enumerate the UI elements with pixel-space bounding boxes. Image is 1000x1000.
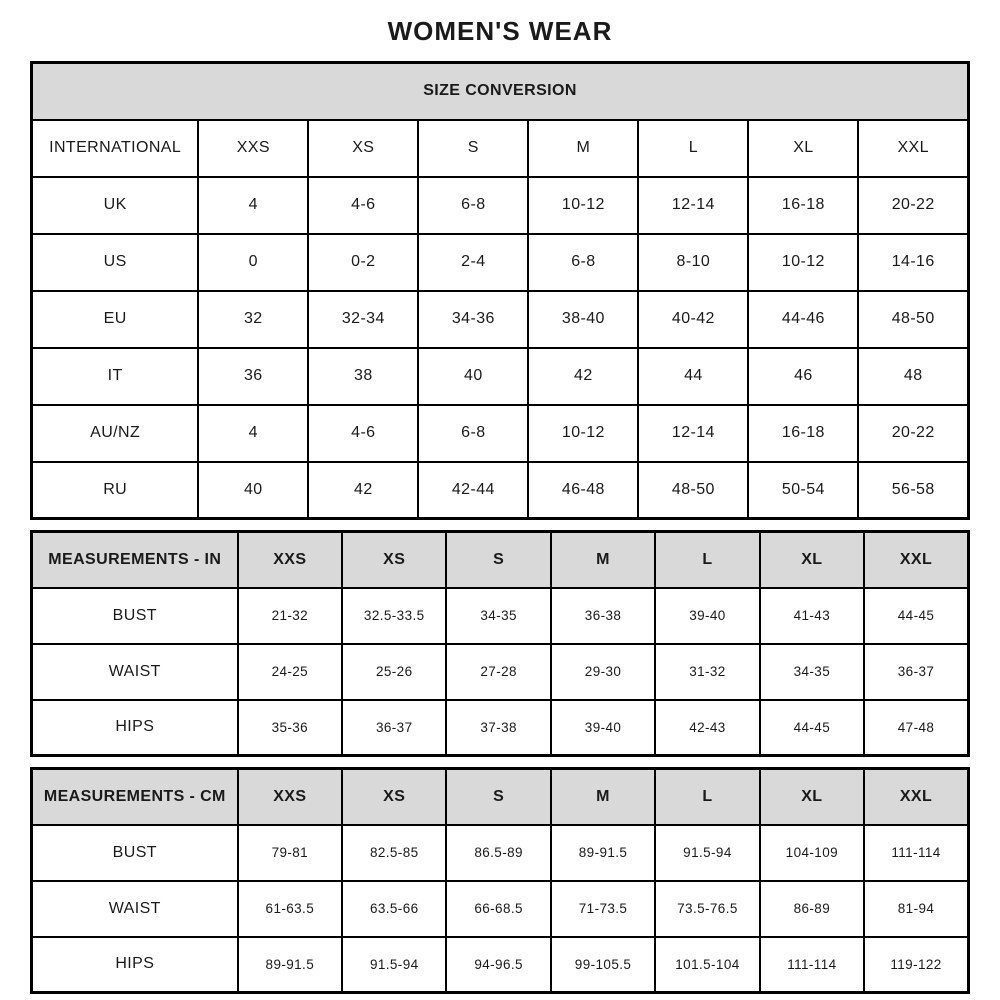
cell: 0-2 <box>308 234 418 291</box>
column-header-m: M <box>551 532 655 588</box>
column-header-xxs: XXS <box>238 532 342 588</box>
table-row-it <box>32 348 969 405</box>
cell: 25-26 <box>342 644 446 700</box>
table-row-waist <box>32 644 969 700</box>
cell: 4-6 <box>308 177 418 234</box>
cell: 34-35 <box>760 644 864 700</box>
column-header-m: M <box>528 120 638 177</box>
column-header-xs: XS <box>308 120 418 177</box>
cell: 111-114 <box>864 825 968 881</box>
cell: 86.5-89 <box>446 825 550 881</box>
measurements-cm-table <box>30 767 970 994</box>
column-header-s: S <box>418 120 528 177</box>
cell: 34-36 <box>418 291 528 348</box>
cell: 91.5-94 <box>342 937 446 993</box>
cell: 89-91.5 <box>238 937 342 993</box>
row-label: RU <box>32 462 199 519</box>
cell: 4 <box>198 177 308 234</box>
cell: 4-6 <box>308 405 418 462</box>
size-conversion-table <box>30 61 970 520</box>
column-header-xxl: XXL <box>864 769 968 825</box>
cell: 42 <box>528 348 638 405</box>
cell: 16-18 <box>748 405 858 462</box>
column-header-xs: XS <box>342 532 446 588</box>
row-label: HIPS <box>32 937 238 993</box>
cell: 101.5-104 <box>655 937 759 993</box>
cell: 99-105.5 <box>551 937 655 993</box>
cell: 40-42 <box>638 291 748 348</box>
table-row-hips <box>32 700 969 756</box>
size-conversion-header: SIZE CONVERSION <box>32 63 969 120</box>
measurements-in-table <box>30 530 970 757</box>
cell: 104-109 <box>760 825 864 881</box>
cell: 8-10 <box>638 234 748 291</box>
cell: 91.5-94 <box>655 825 759 881</box>
column-header-international: INTERNATIONAL <box>32 120 199 177</box>
cell: 47-48 <box>864 700 968 756</box>
table-header-row <box>32 63 969 120</box>
column-header-xl: XL <box>760 532 864 588</box>
cell: 36-38 <box>551 588 655 644</box>
cell: 4 <box>198 405 308 462</box>
column-header-s: S <box>446 769 550 825</box>
cell: 32 <box>198 291 308 348</box>
table-header-row <box>32 532 969 588</box>
row-label: IT <box>32 348 199 405</box>
column-header-xl: XL <box>748 120 858 177</box>
cell: 81-94 <box>864 881 968 937</box>
table-row-aunz <box>32 405 969 462</box>
row-label: WAIST <box>32 881 238 937</box>
column-header-xs: XS <box>342 769 446 825</box>
cell: 40 <box>198 462 308 519</box>
cell: 56-58 <box>858 462 968 519</box>
row-label: AU/NZ <box>32 405 199 462</box>
cell: 6-8 <box>528 234 638 291</box>
cell: 48-50 <box>858 291 968 348</box>
cell: 16-18 <box>748 177 858 234</box>
cell: 20-22 <box>858 405 968 462</box>
cell: 38 <box>308 348 418 405</box>
cell: 6-8 <box>418 177 528 234</box>
cell: 39-40 <box>655 588 759 644</box>
cell: 27-28 <box>446 644 550 700</box>
column-header-xxl: XXL <box>858 120 968 177</box>
cell: 41-43 <box>760 588 864 644</box>
column-header-l: L <box>638 120 748 177</box>
table-header-row <box>32 769 969 825</box>
table-row-ru <box>32 462 969 519</box>
cell: 66-68.5 <box>446 881 550 937</box>
table-row-uk <box>32 177 969 234</box>
row-label: BUST <box>32 588 238 644</box>
column-header-xxs: XXS <box>238 769 342 825</box>
cell: 86-89 <box>760 881 864 937</box>
row-label: UK <box>32 177 199 234</box>
cell: 32.5-33.5 <box>342 588 446 644</box>
table-row-bust <box>32 825 969 881</box>
cell: 36-37 <box>864 644 968 700</box>
cell: 42 <box>308 462 418 519</box>
cell: 31-32 <box>655 644 759 700</box>
cell: 42-44 <box>418 462 528 519</box>
table-row-bust <box>32 588 969 644</box>
cell: 38-40 <box>528 291 638 348</box>
cell: 71-73.5 <box>551 881 655 937</box>
measurements-in-header: MEASUREMENTS - IN <box>32 532 238 588</box>
cell: 14-16 <box>858 234 968 291</box>
cell: 34-35 <box>446 588 550 644</box>
cell: 10-12 <box>528 405 638 462</box>
row-label: WAIST <box>32 644 238 700</box>
cell: 32-34 <box>308 291 418 348</box>
row-label: HIPS <box>32 700 238 756</box>
cell: 73.5-76.5 <box>655 881 759 937</box>
cell: 119-122 <box>864 937 968 993</box>
cell: 0 <box>198 234 308 291</box>
cell: 79-81 <box>238 825 342 881</box>
page-title: WOMEN'S WEAR <box>387 16 613 46</box>
cell: 20-22 <box>858 177 968 234</box>
table-row-hips <box>32 937 969 993</box>
row-label: BUST <box>32 825 238 881</box>
table-row-eu <box>32 291 969 348</box>
cell: 48-50 <box>638 462 748 519</box>
cell: 29-30 <box>551 644 655 700</box>
measurements-cm-header: MEASUREMENTS - CM <box>32 769 238 825</box>
cell: 89-91.5 <box>551 825 655 881</box>
cell: 46 <box>748 348 858 405</box>
cell: 63.5-66 <box>342 881 446 937</box>
cell: 61-63.5 <box>238 881 342 937</box>
cell: 44-46 <box>748 291 858 348</box>
cell: 12-14 <box>638 177 748 234</box>
cell: 21-32 <box>238 588 342 644</box>
cell: 44 <box>638 348 748 405</box>
column-header-l: L <box>655 769 759 825</box>
column-header-s: S <box>446 532 550 588</box>
cell: 35-36 <box>238 700 342 756</box>
row-label: EU <box>32 291 199 348</box>
cell: 36 <box>198 348 308 405</box>
column-header-row <box>32 120 969 177</box>
cell: 10-12 <box>748 234 858 291</box>
cell: 82.5-85 <box>342 825 446 881</box>
column-header-l: L <box>655 532 759 588</box>
cell: 48 <box>858 348 968 405</box>
cell: 44-45 <box>864 588 968 644</box>
cell: 42-43 <box>655 700 759 756</box>
cell: 94-96.5 <box>446 937 550 993</box>
cell: 37-38 <box>446 700 550 756</box>
cell: 2-4 <box>418 234 528 291</box>
cell: 40 <box>418 348 528 405</box>
cell: 36-37 <box>342 700 446 756</box>
column-header-m: M <box>551 769 655 825</box>
cell: 111-114 <box>760 937 864 993</box>
cell: 10-12 <box>528 177 638 234</box>
table-row-us <box>32 234 969 291</box>
cell: 44-45 <box>760 700 864 756</box>
column-header-xxl: XXL <box>864 532 968 588</box>
table-row-waist <box>32 881 969 937</box>
cell: 6-8 <box>418 405 528 462</box>
cell: 46-48 <box>528 462 638 519</box>
column-header-xxs: XXS <box>198 120 308 177</box>
column-header-xl: XL <box>760 769 864 825</box>
cell: 12-14 <box>638 405 748 462</box>
cell: 24-25 <box>238 644 342 700</box>
cell: 50-54 <box>748 462 858 519</box>
row-label: US <box>32 234 199 291</box>
cell: 39-40 <box>551 700 655 756</box>
